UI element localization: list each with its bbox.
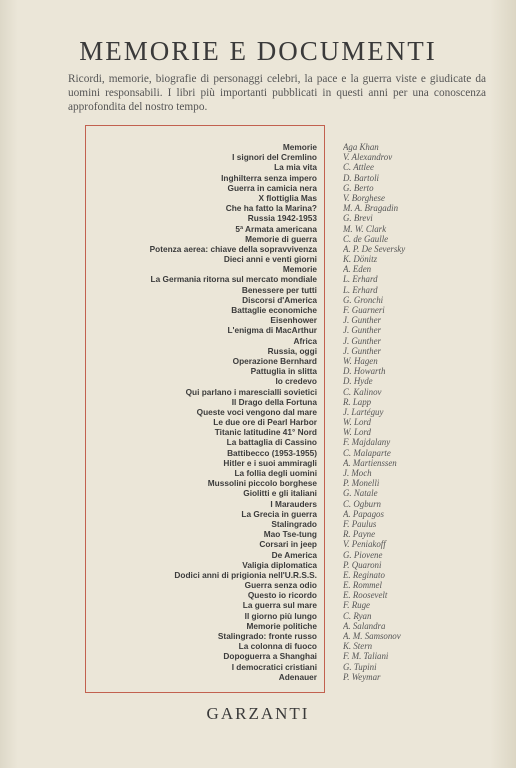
book-author: W. Lord — [343, 417, 371, 428]
book-title: L'enigma di MacArthur — [227, 325, 317, 336]
book-title: Guerra in camicia nera — [227, 182, 317, 193]
book-author: A. Eden — [343, 264, 372, 275]
book-title: Battibecco (1953-1955) — [227, 447, 317, 458]
book-author: C. Ogburn — [343, 498, 381, 509]
book-author: P. Monelli — [343, 478, 380, 489]
book-author: G. Berto — [343, 182, 374, 193]
book-title: Eisenhower — [270, 315, 317, 326]
book-title: Russia, oggi — [267, 345, 317, 356]
book-title: Il Drago della Fortuna — [231, 396, 317, 407]
book-author: J. Moch — [343, 468, 372, 478]
book-authors-list — [343, 142, 513, 682]
book-author: G. Tupini — [343, 661, 377, 672]
book-author: E. Roosevelt — [343, 590, 388, 601]
book-title: Dopoguerra a Shanghai — [223, 651, 317, 662]
book-title: I Marauders — [270, 498, 317, 509]
book-title: Dieci anni e venti giorni — [223, 254, 317, 265]
book-author: E. Rommel — [343, 580, 382, 591]
book-title: Valigia diplomatica — [242, 559, 317, 570]
book-title: La Grecia in guerra — [241, 508, 317, 519]
book-title: La mia vita — [274, 162, 317, 173]
book-author: G. Brevi — [343, 213, 373, 224]
book-author: A. Salandra — [343, 620, 386, 631]
book-author: Aga Khan — [343, 142, 379, 152]
book-title: La battaglia di Cassino — [226, 437, 317, 448]
book-author: P. Weymar — [343, 671, 381, 682]
book-title: Discorsi d'America — [242, 294, 317, 305]
book-title: X flottiglia Mas — [258, 192, 317, 203]
book-author: J. Gunther — [343, 345, 381, 356]
book-author: D. Bartoli — [343, 172, 379, 183]
book-author: D. Howarth — [343, 366, 386, 377]
book-title: Inghilterra senza impero — [221, 172, 317, 183]
book-title: La guerra sul mare — [242, 600, 317, 611]
book-author: F. Guarneri — [343, 305, 385, 315]
book-title: 5ª Armata americana — [235, 223, 317, 234]
book-title: Potenza aerea: chiave della sopravvivenza — [149, 243, 317, 254]
book-author: F. Ruge — [343, 600, 370, 611]
book-author: J. Lartéguy — [343, 406, 384, 417]
book-author: M. W. Clark — [343, 223, 387, 234]
book-title: Io credevo — [275, 376, 317, 387]
book-author: F. Paulus — [343, 518, 377, 529]
book-author: C. Ryan — [343, 610, 372, 621]
book-title: Mao Tse-tung — [263, 529, 317, 540]
book-title: Pattuglia in slitta — [250, 366, 317, 377]
book-author: L. Erhard — [343, 284, 378, 295]
book-title: Mussolini piccolo borghese — [207, 478, 317, 489]
book-title: La colonna di fuoco — [238, 641, 317, 652]
book-author: J. Gunther — [343, 315, 381, 326]
book-title: Titanic latitudine 41° Nord — [214, 427, 317, 438]
book-title: Benessere per tutti — [241, 284, 317, 295]
book-title: Russia 1942-1953 — [247, 213, 317, 224]
book-title: La Germania ritorna sul mercato mondiale — [150, 274, 317, 285]
book-author: V. Peniakoff — [343, 539, 386, 550]
book-author: C. Malaparte — [343, 447, 391, 458]
book-title: Le due ore di Pearl Harbor — [213, 417, 317, 428]
book-author: F. Majdalany — [343, 437, 391, 448]
publisher-name: GARZANTI — [206, 704, 310, 723]
book-title: I signori del Cremlino — [232, 152, 317, 163]
book-title: Adenauer — [278, 671, 317, 682]
series-title: MEMORIE E DOCUMENTI — [79, 36, 437, 66]
book-title: Stalingrado — [271, 518, 317, 529]
book-author: K. Dönitz — [343, 254, 378, 265]
book-author: G. Gronchi — [343, 294, 384, 305]
book-title: Il giorno più lungo — [244, 610, 317, 621]
book-author: A. Martienssen — [343, 457, 397, 468]
book-author: K. Stern — [343, 641, 373, 652]
book-author: R. Lapp — [343, 396, 372, 407]
book-title: Operazione Bernhard — [232, 355, 317, 366]
book-title: La follia degli uomini — [234, 468, 317, 478]
book-title: Corsari in jeep — [259, 539, 317, 550]
book-author: D. Hyde — [343, 376, 373, 387]
book-title: Che ha fatto la Marina? — [225, 203, 317, 214]
book-title: Memorie politiche — [246, 620, 317, 631]
book-author: A. Papagos — [343, 508, 384, 519]
book-author: L. Erhard — [343, 274, 378, 285]
book-title: I democratici cristiani — [231, 661, 317, 672]
book-author: R. Payne — [343, 529, 376, 540]
book-author: P. Quaroni — [343, 559, 382, 570]
book-author: E. Reginato — [343, 569, 385, 580]
book-author: J. Gunther — [343, 325, 381, 336]
book-author: G. Natale — [343, 488, 378, 499]
book-title: Queste voci vengono dal mare — [196, 406, 317, 417]
book-author: G. Piovene — [343, 549, 383, 560]
book-author: C. Kalinov — [343, 386, 382, 397]
book-title: Memorie — [282, 264, 317, 275]
book-author: V. Alexandrov — [343, 152, 393, 163]
book-author: C. de Gaulle — [343, 233, 389, 244]
book-author: W. Hagen — [343, 355, 378, 366]
book-title: Giolitti e gli italiani — [243, 488, 317, 499]
series-description: Ricordi, memorie, biografie di personaggi celebri, la pace e la guerra viste e giudicate da uomini responsabili. I libri più importanti pubblicati in questi anni per una conoscenza approfondita del nostro tempo. — [68, 73, 486, 113]
book-author: W. Lord — [343, 427, 371, 438]
book-author: M. A. Bragadin — [343, 203, 399, 214]
book-title: Memorie di guerra — [245, 233, 317, 244]
book-title: Hitler e i suoi ammiragli — [223, 457, 317, 468]
book-title: Guerra senza odio — [244, 580, 317, 591]
book-title: Memorie — [282, 142, 317, 152]
book-author: A. M. Samsonov — [343, 631, 401, 641]
book-author: C. Attlee — [343, 162, 374, 173]
book-author: J. Gunther — [343, 335, 381, 346]
book-title: Questo io ricordo — [247, 590, 317, 601]
book-author: F. M. Taliani — [343, 651, 389, 662]
book-title: Dodici anni di prigionia nell'U.R.S.S. — [174, 569, 317, 580]
book-title: Africa — [293, 335, 317, 346]
book-title: Battaglie economiche — [231, 305, 317, 315]
book-title: Stalingrado: fronte russo — [217, 631, 317, 641]
book-author: V. Borghese — [343, 192, 385, 203]
book-titles-list — [88, 142, 317, 682]
book-title: Qui parlano i marescialli sovietici — [185, 386, 317, 397]
book-title: De America — [271, 549, 317, 560]
book-author: A. P. De Seversky — [343, 243, 406, 254]
